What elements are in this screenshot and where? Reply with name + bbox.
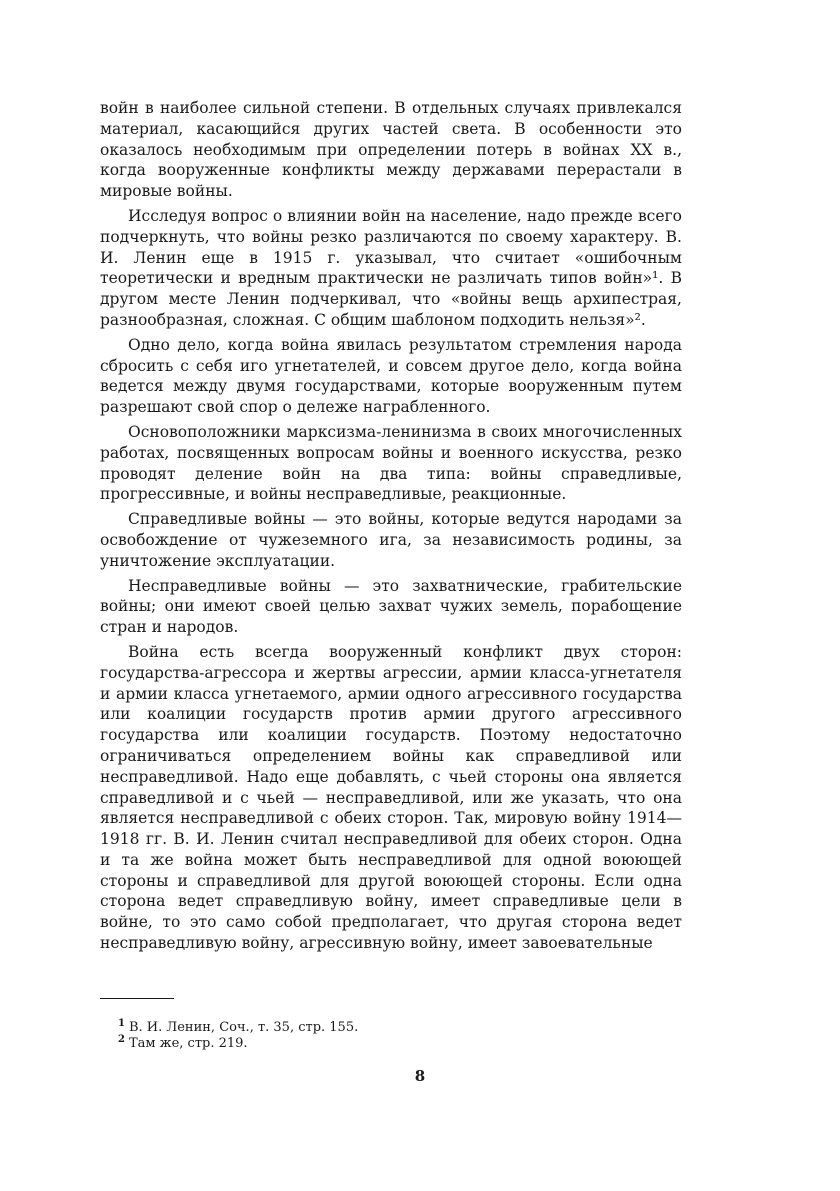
footnote-text: В. И. Ленин, Соч., т. 35, стр. 155. xyxy=(128,1020,359,1035)
paragraph-5: Справедливые войны — это войны, которые ведутся народами за освобождение от чужеземного ига, за независимость родины, за уничтожение эксплуатации. xyxy=(100,510,682,570)
footnote-marker: 2 xyxy=(118,1033,125,1045)
paragraph-7: Война есть всегда вооруженный конфликт двух сторон: государства-агрессора и жертвы агрессии, армии класса-угнетателя и армии класса угнетаемого, армии одного агрессивного государства или коалиции государств против армии другого агрессивного государства или коалиции государств. Поэтому недостаточно ограничиваться определением войны как справедливой или несправедливой. Надо еще добавлять, с чьей стороны она является справедливой и с чьей — несправедливой, или же указать, что она является несправедливой с обеих сторон. Так, мировую войну 1914—1918 гг. В. И. Ленин считал несправедливой для обеих сторон. Одна и та же война может быть несправедливой для одной воюющей стороны и справедливой для другой воюющей стороны. Если одна сторона ведет справедливую войну, имеет справедливые цели в войне, то это само собой предполагает, что другая сторона ведет несправедливую войну, агрессивную войну, имеет завоевательные xyxy=(100,642,682,953)
paragraph-3: Одно дело, когда война явилась результатом стремления народа сбросить с себя иго угнетателей, и совсем другое дело, когда война ведется между двумя государствами, которые вооруженным путем разрешают свой спор о дележе награбленного. xyxy=(100,335,682,417)
footnote-divider xyxy=(100,998,174,999)
footnote-marker: 1 xyxy=(118,1017,125,1029)
paragraph-4: Основоположники марксизма-ленинизма в своих многочисленных работах, посвященных вопросам войны и военного искусства, резко проводят деление войн на два типа: войны справедливые, прогрессивные, и войны несправедливые, реакционные. xyxy=(100,422,682,504)
paragraph-1: войн в наиболее сильной степени. В отдельных случаях привлекался материал, касающийся других частей света. В особенности это оказалось необходимым при определении потерь в войнах XX в., когда вооруженные конфликты между державами перерастали в мировые войны. xyxy=(100,99,682,201)
paragraph-2: Исследуя вопрос о влиянии войн на население, надо прежде всего подчеркнуть, что войны резко различаются по своему характеру. В. И. Ленин еще в 1915 г. указывал, что считает «ошибочным теоретически и вредным практически не различать типов войн»¹. В другом месте Ленин подчеркивал, что «войны вещь архипестрая, разнообразная, сложная. С общим шаблоном подходить нельзя»². xyxy=(100,206,682,329)
footnote-1 xyxy=(118,1017,678,1036)
paragraph-6: Несправедливые войны — это захватнические, грабительские войны; они имеют своей целью захват чужих земель, порабощение стран и народов. xyxy=(100,576,682,637)
footnote-text: Там же, стр. 219. xyxy=(128,1036,248,1051)
page-number: 8 xyxy=(414,1067,426,1085)
footnote-2 xyxy=(118,1033,678,1052)
footnotes xyxy=(118,1017,678,1052)
page-body xyxy=(100,98,682,954)
